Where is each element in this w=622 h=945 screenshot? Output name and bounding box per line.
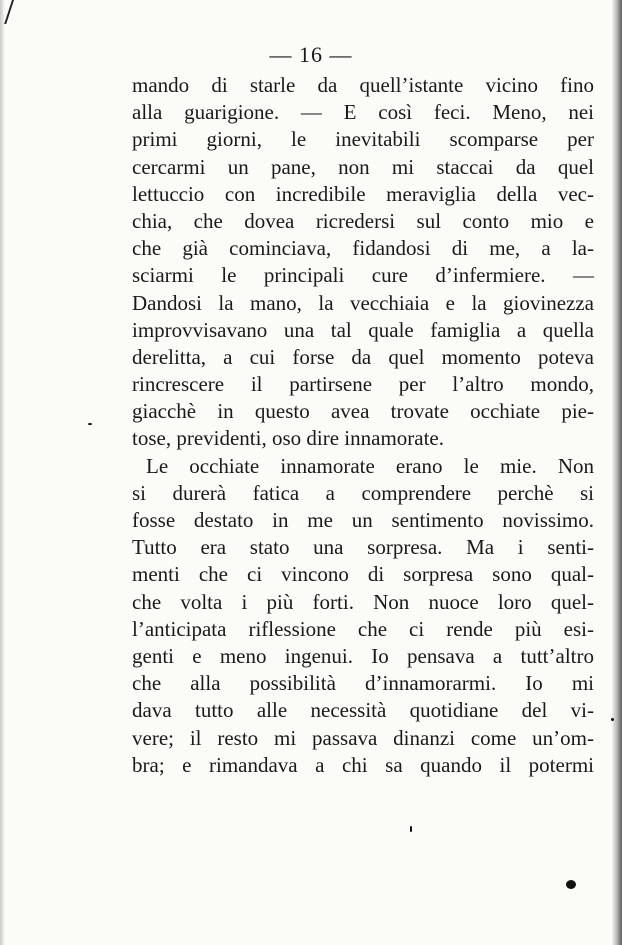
text-line: tose, previdenti, oso dire innamorate. xyxy=(132,426,444,451)
text-line: dava tutto alle necessità quotidiane del vi- xyxy=(132,698,594,723)
text-line: derelitta, a cui forse da quel momento poteva xyxy=(132,344,594,369)
text-line: improvvisavano una tal quale famiglia a quella xyxy=(132,317,594,342)
text-line: rincrescere il partirsene per l’altro mondo, xyxy=(132,372,594,397)
text-line: primi giorni, le inevitabili scomparse per xyxy=(132,127,594,152)
page-left-shadow xyxy=(0,0,5,945)
text-line: che volta i più forti. Non nuoce loro quel- xyxy=(132,589,594,614)
text-line: chia, che dovea ricredersi sul conto mio e xyxy=(132,208,594,233)
ink-speck xyxy=(410,826,412,832)
page-number-header: — 16 — xyxy=(269,42,353,67)
text-line: alla guarigione. — E così feci. Meno, nei xyxy=(132,100,594,125)
text-line: giacchè in questo avea trovate occhiate pie- xyxy=(132,399,594,424)
text-line: sciarmi le principali cure d’infermiere. — xyxy=(132,263,594,288)
text-line: cercarmi un pane, non mi staccai da quel xyxy=(132,154,594,179)
corner-mark xyxy=(0,0,14,24)
text-line: fosse destato in me un sentimento novissimo. xyxy=(132,508,594,532)
text-line: che già cominciava, fidandosi di me, a la- xyxy=(132,236,594,261)
ink-speck xyxy=(566,880,576,889)
text-line: che alla possibilità d’innamorarmi. Io mi xyxy=(132,671,594,696)
ink-speck xyxy=(611,718,614,721)
text-line: Dandosi la mano, la vecchiaia e la giovinezza xyxy=(132,290,594,315)
text-line: genti e meno ingenui. Io pensava a tutt’altro xyxy=(132,643,594,668)
page-right-edge xyxy=(612,0,622,945)
text-line: menti che ci vincono di sorpresa sono qual- xyxy=(132,562,594,587)
text-line: Tutto era stato una sorpresa. Ma i senti- xyxy=(132,535,594,560)
text-line: l’anticipata riflessione che ci rende più esi- xyxy=(132,616,594,641)
text-line: vere; il resto mi passava dinanzi come un’om- xyxy=(132,725,594,750)
text-line: lettuccio con incredibile meraviglia della vec- xyxy=(132,181,594,206)
ink-speck xyxy=(88,423,92,425)
body-text xyxy=(132,72,594,779)
text-line: si durerà fatica a comprendere perchè si xyxy=(132,480,594,505)
text-line: Le occhiate innamorate erano le mie. Non xyxy=(146,453,594,478)
text-line: mando di starle da quell’istante vicino fino xyxy=(132,73,594,97)
text-line: bra; e rimandava a chi sa quando il potermi xyxy=(132,752,594,777)
